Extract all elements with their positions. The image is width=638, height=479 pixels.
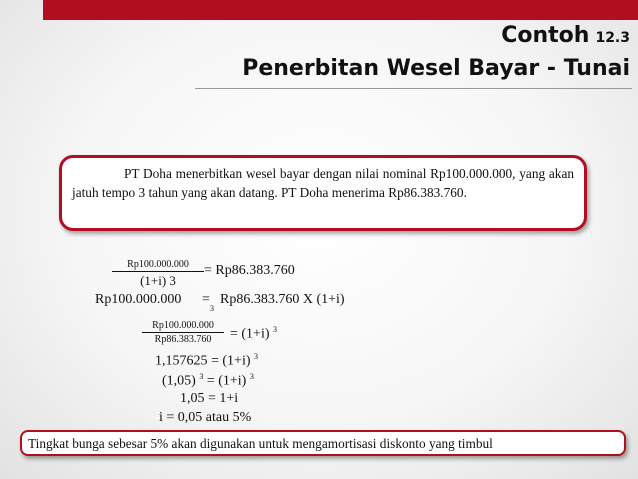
equation-5 [162, 372, 254, 390]
fraction-3-numerator: Rp100.000.000 [142, 320, 224, 333]
equation-6: 1,05 = 1+i [180, 391, 239, 406]
fraction-1-numerator: Rp100.000.000 [112, 259, 204, 272]
conclusion-text: Tingkat bunga sebesar 5% akan digunakan untuk mengamortisasi diskonto yang timbul [28, 436, 493, 451]
conclusion-box [20, 430, 626, 456]
fraction-1 [112, 259, 204, 289]
equation-4-exponent: 3 [254, 352, 259, 361]
slide-subtitle: Penerbitan Wesel Bayar - Tunai [242, 56, 630, 81]
equation-2-subscript: 3 [210, 304, 214, 313]
title-main: Contoh [501, 23, 590, 48]
slide-title [501, 23, 630, 48]
fraction-1-denominator: (1+i) 3 [140, 273, 176, 288]
equation-3-text: = (1+i) [230, 326, 270, 342]
problem-text: PT Doha menerbitkan wesel bayar dengan nilai nominal Rp100.000.000, yang akan jatuh tempo 3 tahun yang akan datang. PT Doha menerima Rp86.383.760. [72, 166, 574, 200]
equation-4-text: 1,157625 = (1+i) [155, 353, 251, 369]
equation-2-equals: = [202, 292, 210, 307]
equation-2-rhs: Rp86.383.760 X (1+i) [220, 292, 345, 307]
title-underline [195, 88, 632, 89]
equation-4 [155, 352, 258, 370]
equation-3-rhs [230, 325, 277, 343]
equation-5-right: = (1+i) [206, 373, 247, 389]
equation-7: i = 0,05 atau 5% [159, 410, 252, 425]
equation-3-exponent: 3 [273, 325, 278, 334]
equation-1-rhs: = Rp86.383.760 [204, 263, 295, 278]
problem-statement-box [59, 155, 587, 231]
equation-5-left: (1,05) [162, 373, 196, 389]
fraction-3-denominator: Rp86.383.760 [154, 334, 212, 345]
title-number: 12.3 [595, 30, 630, 46]
equation-5-exponent-right: 3 [249, 372, 254, 381]
top-accent-bar [43, 0, 638, 20]
fraction-3 [142, 320, 224, 345]
equation-5-exponent-left: 3 [199, 372, 204, 381]
equation-2-lhs: Rp100.000.000 [95, 292, 182, 307]
